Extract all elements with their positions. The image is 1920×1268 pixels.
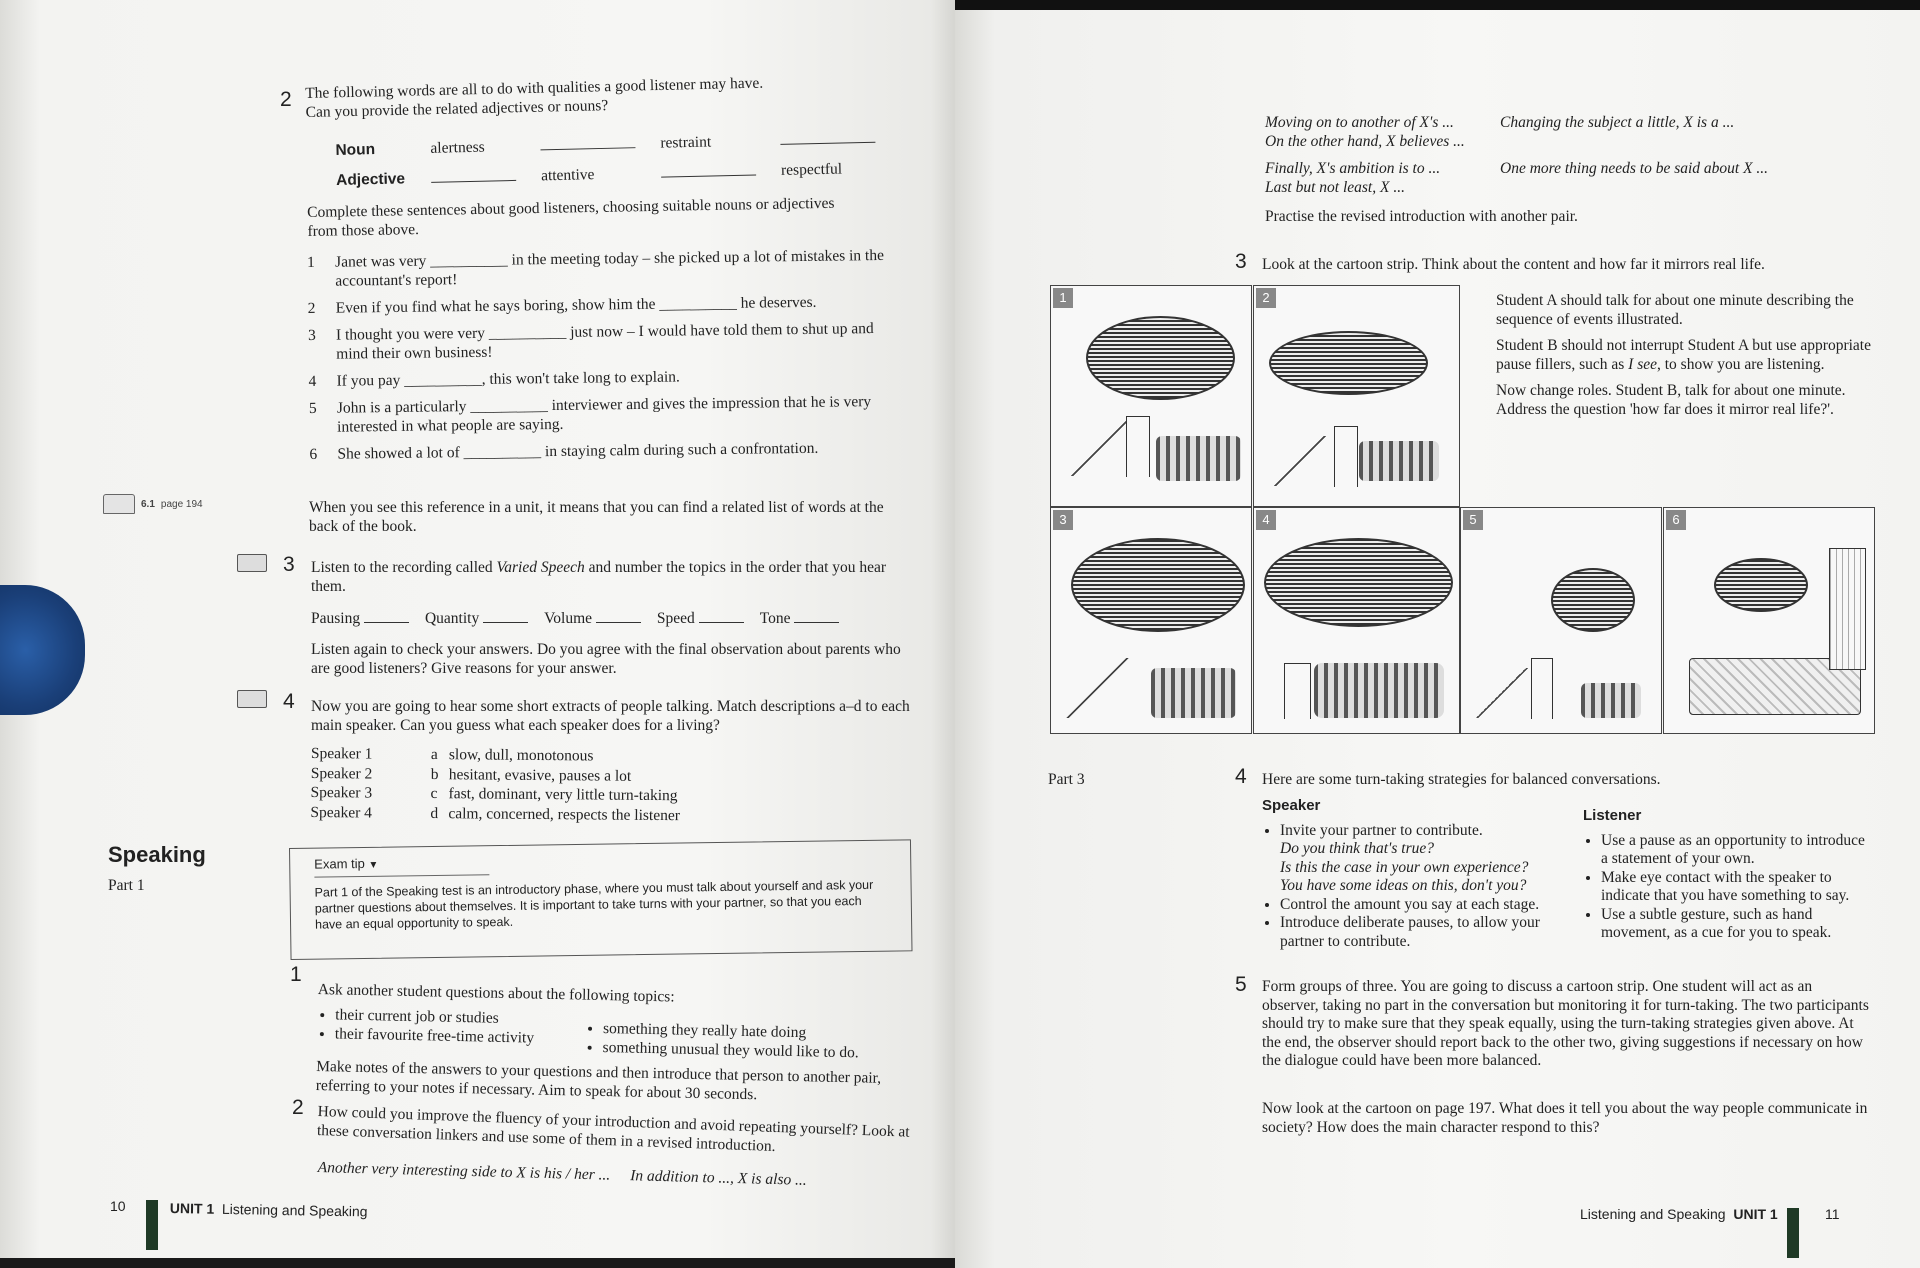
change-roles-text: Now change roles. Student B, talk for about one minute. Address the question 'how far does it mirror real life?'. — [1496, 382, 1846, 418]
speaker-label: Speaker 3 — [310, 783, 373, 802]
topic: Speed — [657, 609, 744, 628]
description: d calm, concerned, respects the listener — [430, 804, 680, 824]
listener-strategies — [1583, 807, 1873, 943]
q3-followup: Listen again to check your answers. Do you agree with the final observation about parents who are good listeners? Give reasons for your answer. — [311, 641, 901, 677]
cartoon-panel-6 — [1663, 507, 1875, 734]
q2-intro — [305, 72, 826, 122]
sentence-text: She showed a lot of __________ in staying calm during such a confrontation. — [337, 439, 819, 463]
adjective-cell: attentive — [540, 166, 595, 185]
speaker-heading: Speaker — [1262, 797, 1321, 814]
q4-text-right: Here are some turn-taking strategies for balanced conversations. — [1262, 771, 1661, 788]
q5-follow: Now look at the cartoon on page 197. What does it tell you about the way people communicate in society? How does the main character respond to this? — [1262, 1100, 1868, 1136]
topic: Volume — [544, 609, 641, 628]
audience — [1314, 663, 1444, 718]
panel-number: 5 — [1463, 510, 1483, 530]
cassette-icon — [237, 554, 267, 572]
q3-text-right: Look at the cartoon strip. Think about the content and how far it mirrors real life. — [1262, 256, 1765, 273]
cassette-icon — [237, 690, 267, 708]
speaking-linkers: Another very interesting side to X is his / her ... In addition to ..., X is also ... — [317, 1158, 807, 1189]
speaking-q2-text: How could you improve the fluency of your introduction and avoid repeating yourself? Look at these conversation linkers and use some of them in a revised introduction. — [316, 1102, 910, 1155]
footer-bar — [146, 1200, 158, 1250]
podium — [1284, 663, 1311, 719]
triangle-down-icon: ▼ — [368, 859, 379, 871]
description: a slow, dull, monotonous — [430, 746, 594, 765]
right-page — [955, 0, 1920, 1268]
sentence-item: 5 John is a particularly __________ interviewer and gives the impression that he is very interested in what people are saying. — [309, 392, 899, 437]
cartoon-panel-1 — [1050, 285, 1252, 507]
cartoon-panel-2 — [1253, 285, 1460, 507]
q2-intro-line2: Can you provide the related adjectives or nouns? — [305, 97, 609, 121]
speech-cloud — [1551, 568, 1635, 632]
cartoon-panel-4 — [1253, 507, 1460, 734]
topic: Quantity — [425, 609, 528, 628]
stairs — [1061, 658, 1131, 718]
description: c fast, dominant, very little turn-taking — [430, 785, 678, 805]
strategy-item: • Control the amount you say at each stage. — [1280, 896, 1582, 915]
strategy-item: • Use a pause as an opportunity to introduce a statement of your own. — [1601, 832, 1873, 869]
q5-text: Form groups of three. You are going to discuss a cartoon strip. One student will act as an observer, taking no part in the conversation but monitoring it for turn-taking. The two participants should try to make sure that they speak equally, using the turn-taking strategies given above. At the end, the observer should report back to the other two, giving suggestions if necessary on how the dialogue could have been more balanced. — [1262, 978, 1869, 1069]
q4-number: 4 — [283, 690, 295, 713]
speaking-q2-number: 2 — [292, 1096, 304, 1119]
q3-text: Listen to the recording called Varied Speech and number the topics in the order that you hear them. — [311, 559, 887, 595]
cartoon-panel-3 — [1050, 507, 1252, 734]
book-icon — [103, 494, 135, 514]
adjective-label: Adjective — [335, 170, 406, 189]
adjective-blank[interactable] — [431, 168, 516, 183]
q3-number: 3 — [283, 553, 295, 576]
sentence-text: I thought you were very __________ just now – I would have told them to shut up and mind their own business! — [335, 320, 874, 363]
noun-cell: alertness — [430, 138, 485, 157]
description: b hesitant, evasive, pauses a lot — [430, 765, 632, 785]
noun-cell: restraint — [660, 133, 712, 152]
panel-number: 3 — [1053, 510, 1073, 530]
sentence-text: Janet was very __________ in the meeting today – she picked up a lot of mistakes in the accountant's report! — [335, 246, 885, 290]
q4-text: Now you are going to hear some short extracts of people talking. Match descriptions a–d to each main speaker. Can you guess what each speaker does for a living? — [311, 698, 910, 734]
page-number-left: 10 — [110, 1198, 126, 1214]
q5-number: 5 — [1235, 973, 1247, 996]
strategy-item: • Invite your partner to contribute. Do you think that's true? Is this the case in your own experience? You have some ideas on this, don't you? — [1280, 822, 1582, 896]
sentence-text: If you pay __________, this won't take long to explain. — [336, 368, 680, 390]
footer-right: Listening and Speaking UNIT 1 — [1580, 1206, 1778, 1222]
speech-cloud — [1269, 331, 1428, 395]
stairs — [1471, 668, 1531, 718]
word-table — [335, 117, 896, 190]
speech-cloud — [1071, 538, 1245, 632]
ref-note: When you see this reference in a unit, it means that you can find a related list of words at the back of the book. — [309, 499, 884, 535]
blue-fabric — [0, 585, 85, 715]
q3-number-right: 3 — [1235, 250, 1247, 273]
cartoon-panel-5 — [1460, 507, 1662, 734]
exam-tip-text: Part 1 of the Speaking test is an introductory phase, where you must talk about yourself and ask your partner questions about themselves. It is important to take turns with your partner, so that you each have an equal opportunity to speak. — [314, 877, 874, 932]
podium — [1531, 658, 1553, 719]
topics-col2: • something they really hate doing • something unusual they would like to do. — [584, 1019, 859, 1063]
speaking-q1-follow: Make notes of the answers to your questions and then introduce that person to another pair, referring to your notes if necessary. Aim to speak for about 30 seconds. — [315, 1057, 882, 1104]
sentence-item: 2 Even if you find what he says boring, show him the __________ he deserves. — [307, 293, 817, 317]
q3-topics — [311, 609, 839, 628]
adjective-blank[interactable] — [661, 162, 756, 177]
podium — [1334, 426, 1358, 487]
sentence-item: 4 If you pay __________, this won't take long to explain. — [308, 368, 680, 390]
speaker-label: Speaker 1 — [310, 744, 373, 763]
door — [1829, 548, 1866, 670]
practise-text: Practise the revised introduction with another pair. — [1265, 208, 1578, 225]
panel-number: 1 — [1053, 288, 1073, 308]
linker-table: Moving on to another of X's ... Changing the subject a little, X is a ... On the other hand, X believes ... Finally, X's ambition is to ... One more thing needs to be said about X ... Last but not least, X ... — [1265, 114, 1769, 196]
topics-col1: • their current job or studies • their favourite free-time activity — [317, 1005, 586, 1057]
exam-tip-label: Exam tip ▼ — [314, 855, 379, 872]
speaking-part: Part 1 — [108, 877, 145, 894]
sentence-text: Even if you find what he says boring, show him the __________ he deserves. — [335, 293, 817, 317]
listener-heading: Listener — [1583, 807, 1642, 824]
adjective-cell: respectful — [780, 160, 843, 179]
complete-intro: Complete these sentences about good listeners, choosing suitable nouns or adjectives from those above. — [307, 194, 835, 240]
speaking-q1-text: Ask another student questions about the following topics: — [317, 980, 675, 1006]
speaker-label: Speaker 4 — [310, 803, 373, 822]
sentence-item: 3 I thought you were very __________ just now – I would have told them to shut up and mind their own business! — [308, 319, 898, 364]
exam-tip-box — [289, 839, 913, 960]
footer-bar — [1787, 1208, 1799, 1258]
audience — [1156, 436, 1241, 481]
strategy-item: • Make eye contact with the speaker to indicate that you have something to say. — [1601, 869, 1873, 906]
panel-number: 6 — [1666, 510, 1686, 530]
topic: Pausing — [311, 609, 409, 628]
part3-label: Part 3 — [1048, 771, 1085, 788]
panel-number: 4 — [1256, 510, 1276, 530]
q2-number: 2 — [280, 88, 292, 111]
sentence-item: 1 Janet was very __________ in the meeting today – she picked up a lot of mistakes in the accountant's report! — [307, 246, 897, 291]
q2-intro-line1: The following words are all to do with qualities a good listener may have. — [305, 74, 764, 102]
left-page — [0, 0, 955, 1258]
speaker-matching — [310, 744, 811, 826]
speech-cloud — [1086, 316, 1235, 400]
speaking-q1-number: 1 — [290, 963, 302, 986]
sentence-text: John is a particularly __________ interviewer and gives the impression that he is very interested in what people are saying. — [336, 393, 872, 436]
student-b-text: Student B should not interrupt Student A but use appropriate pause fillers, such as I see, to show you are listening. — [1496, 337, 1871, 373]
speaker-strategies — [1262, 797, 1582, 951]
noun-label: Noun — [335, 141, 376, 159]
speaker-label: Speaker 2 — [310, 764, 373, 783]
stairs — [1264, 436, 1334, 486]
panel-number: 2 — [1256, 288, 1276, 308]
audience — [1581, 683, 1641, 718]
noun-blank[interactable] — [540, 135, 635, 150]
podium — [1126, 416, 1150, 477]
stairs — [1071, 421, 1126, 476]
ref-label: 6.1 — [141, 498, 155, 510]
sentence-list — [307, 246, 900, 472]
audience — [1359, 441, 1439, 481]
audience — [1151, 668, 1236, 718]
strategy-item: • Use a subtle gesture, such as hand movement, as a cue for you to speak. — [1601, 906, 1873, 943]
noun-blank[interactable] — [780, 130, 875, 145]
student-a-text: Student A should talk for about one minute describing the sequence of events illustrated. — [1496, 292, 1854, 328]
ref-page: page 194 — [160, 498, 203, 510]
q3-instructions — [1496, 292, 1876, 419]
wordlist-reference — [103, 494, 203, 514]
footer-left: UNIT 1 Listening and Speaking — [169, 1200, 368, 1220]
thought-cloud — [1714, 558, 1808, 612]
strategy-item: • Introduce deliberate pauses, to allow your partner to contribute. — [1280, 914, 1582, 951]
speech-cloud — [1264, 538, 1453, 627]
q4-number-right: 4 — [1235, 765, 1247, 788]
speaking-heading: Speaking — [108, 842, 206, 867]
page-number-right: 11 — [1825, 1206, 1840, 1222]
sentence-item: 6 She showed a lot of __________ in staying calm during such a confrontation. — [309, 439, 819, 463]
topic: Tone — [760, 609, 840, 628]
